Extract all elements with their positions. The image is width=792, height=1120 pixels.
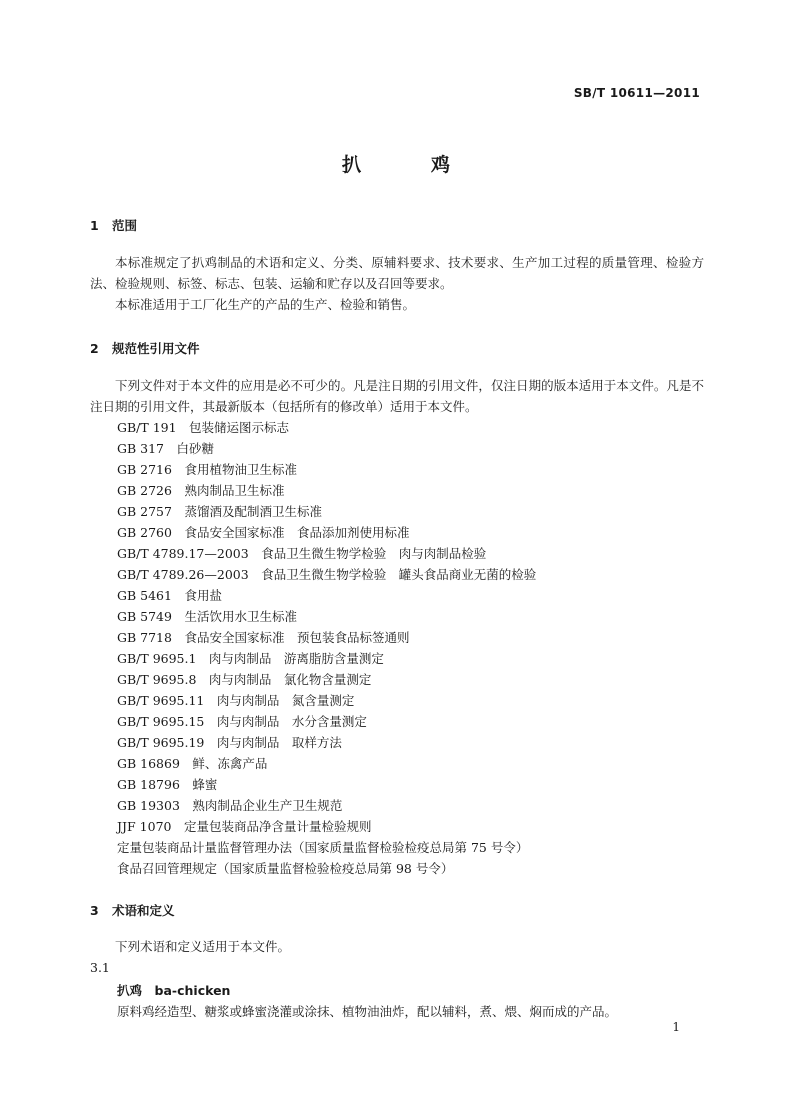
page-number: 1 bbox=[672, 1020, 680, 1034]
terms-intro: 下列术语和定义适用于本文件。 bbox=[115, 939, 291, 954]
section-title: 规范性引用文件 bbox=[112, 341, 200, 356]
reference-item: GB 2726 熟肉制品卫生标准 bbox=[117, 483, 285, 498]
reference-item: GB/T 4789.17—2003 食品卫生微生物学检验 肉与肉制品检验 bbox=[117, 546, 487, 561]
reference-item: JJF 1070 定量包装商品净含量计量检验规则 bbox=[117, 819, 372, 834]
reference-item: GB 18796 蜂蜜 bbox=[117, 777, 218, 792]
section-number: 2 bbox=[90, 341, 99, 356]
reference-item: GB 19303 熟肉制品企业生产卫生规范 bbox=[117, 798, 343, 813]
section-number: 1 bbox=[90, 218, 99, 233]
standard-code: SB/T 10611—2011 bbox=[573, 86, 700, 100]
term-chinese: 扒鸡 bbox=[117, 983, 143, 998]
references-intro: 下列文件对于本文件的应用是必不可少的。凡是注日期的引用文件，仅注日期的版本适用于本文件。凡是不注日期的引用文件，其最新版本（包括所有的修改单）适用于本文件。 bbox=[90, 378, 704, 414]
reference-item: GB/T 9695.1 肉与肉制品 游离脂肪含量测定 bbox=[117, 651, 384, 666]
reference-item: GB/T 9695.19 肉与肉制品 取样方法 bbox=[117, 735, 342, 750]
reference-item: GB 16869 鲜、冻禽产品 bbox=[117, 756, 268, 771]
section-1-heading bbox=[90, 216, 137, 234]
subsection-number: 3.1 bbox=[90, 960, 110, 975]
reference-item: 食品召回管理规定（国家质量监督检验检疫总局第 98 号令） bbox=[117, 861, 454, 876]
section-number: 3 bbox=[90, 903, 99, 918]
reference-item: GB/T 9695.15 肉与肉制品 水分含量测定 bbox=[117, 714, 367, 729]
reference-item: GB 2716 食用植物油卫生标准 bbox=[117, 462, 297, 477]
scope-paragraph-2: 本标准适用于工厂化生产的产品的生产、检验和销售。 bbox=[115, 297, 416, 312]
reference-item: 定量包装商品计量监督管理办法（国家质量监督检验检疫总局第 75 号令） bbox=[117, 840, 529, 855]
reference-item: GB 5461 食用盐 bbox=[117, 588, 222, 603]
document-title bbox=[0, 150, 792, 177]
reference-item: GB/T 4789.26—2003 食品卫生微生物学检验 罐头食品商业无菌的检验 bbox=[117, 567, 537, 582]
section-2-heading bbox=[90, 339, 200, 357]
reference-item: GB 2760 食品安全国家标准 食品添加剂使用标准 bbox=[117, 525, 410, 540]
title-char-1: 扒 bbox=[341, 154, 361, 176]
section-title: 范围 bbox=[112, 218, 138, 233]
reference-item: GB 2757 蒸馏酒及配制酒卫生标准 bbox=[117, 504, 322, 519]
title-char-2: 鸡 bbox=[431, 154, 451, 176]
reference-item: GB 5749 生活饮用水卫生标准 bbox=[117, 609, 297, 624]
scope-paragraph-1: 本标准规定了扒鸡制品的术语和定义、分类、原辅料要求、技术要求、生产加工过程的质量管理、检验方法、检验规则、标签、标志、包装、运输和贮存以及召回等要求。 bbox=[90, 255, 704, 291]
section-title: 术语和定义 bbox=[112, 903, 175, 918]
term-definition: 原料鸡经造型、糖浆或蜂蜜浇灌或涂抹、植物油油炸，配以辅料，煮、煨、焖而成的产品。 bbox=[117, 1004, 618, 1019]
reference-item: GB/T 191 包装储运图示标志 bbox=[117, 420, 290, 435]
reference-item: GB 317 白砂糖 bbox=[117, 441, 215, 456]
reference-item: GB/T 9695.8 肉与肉制品 氯化物含量测定 bbox=[117, 672, 372, 687]
term-entry bbox=[117, 981, 230, 999]
reference-item: GB/T 9695.11 肉与肉制品 氮含量测定 bbox=[117, 693, 355, 708]
reference-item: GB 7718 食品安全国家标准 预包装食品标签通则 bbox=[117, 630, 410, 645]
term-english: ba-chicken bbox=[154, 983, 231, 998]
section-3-heading bbox=[90, 901, 175, 919]
